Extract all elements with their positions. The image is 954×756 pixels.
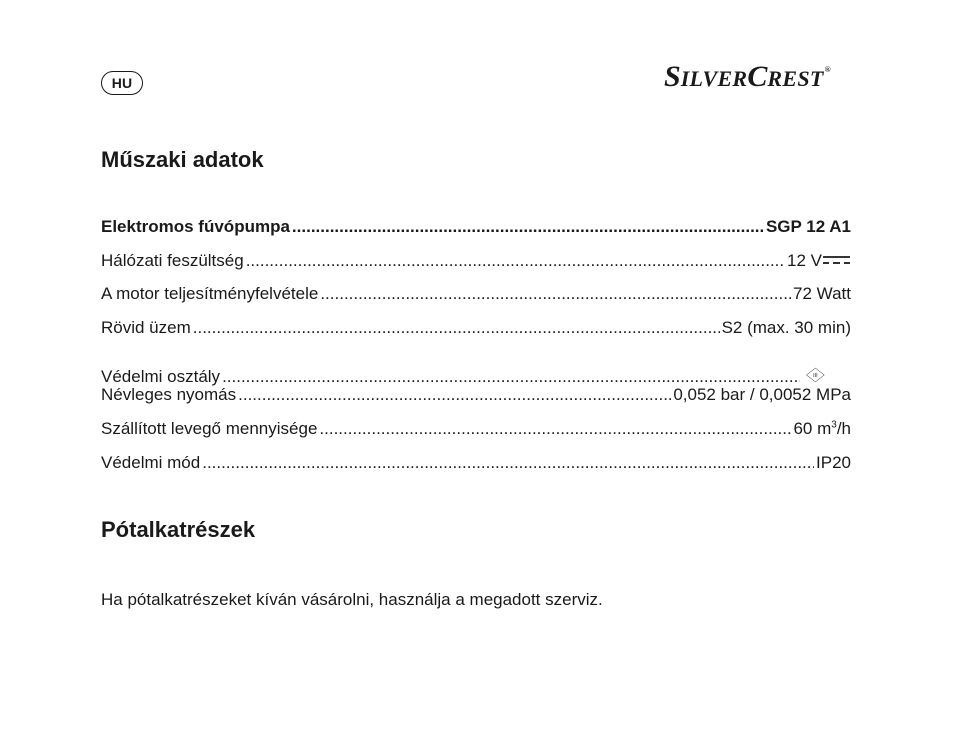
dot-leader [202, 453, 814, 473]
logo-text-rest: REST [767, 66, 824, 91]
spare-parts-text: Ha pótalkatrészeket kíván vásárolni, használja a megadott szerviz. [101, 590, 603, 609]
language-badge: HU [101, 71, 143, 95]
registered-mark: ® [824, 65, 831, 74]
silvercrest-logo [664, 62, 831, 92]
spec-row-airflow [101, 419, 851, 453]
logo-text-ilver: ILVER [680, 66, 748, 91]
spec-label: Szállított levegő mennyisége [101, 419, 318, 439]
spec-label: Védelmi osztály [101, 366, 221, 386]
spec-row-voltage [101, 251, 851, 285]
spec-row-duty [101, 318, 851, 352]
specs-heading: Műszaki adatok [101, 147, 264, 172]
airflow-exponent: 3 [831, 419, 837, 431]
spec-value: S2 (max. 30 min) [721, 318, 851, 338]
spec-row-ip-rating [101, 453, 851, 487]
dot-leader [320, 284, 791, 304]
spec-value: 0,052 bar / 0,0052 MPa [673, 385, 851, 405]
spec-row-power [101, 284, 851, 318]
spare-parts-heading: Pótalkatrészek [101, 517, 256, 542]
logo-letter-s: S [664, 60, 681, 93]
spec-label: Névleges nyomás [101, 385, 237, 405]
spec-value-wrap [787, 251, 851, 271]
spec-label: Rövid üzem [101, 318, 191, 338]
spec-value: 72 Watt [793, 284, 851, 304]
dot-leader [292, 217, 764, 237]
dot-leader [319, 419, 791, 439]
spec-label: Elektromos fúvópumpa [101, 217, 290, 236]
spec-row-protection-class [101, 352, 851, 386]
spec-value: IP20 [816, 452, 851, 472]
airflow-value: 60 m [793, 419, 832, 439]
spec-row-pressure [101, 385, 851, 419]
spec-list [101, 217, 851, 487]
dot-leader [238, 385, 671, 405]
spec-row-product [101, 217, 851, 251]
protection-class-text: III [813, 372, 818, 379]
dot-leader [193, 318, 720, 338]
spec-label: Hálózati feszültség [101, 250, 244, 270]
spec-label: Védelmi mód [101, 452, 201, 472]
protection-class-iii-icon [806, 360, 825, 390]
airflow-unit: /h [836, 419, 851, 439]
direct-current-icon [822, 255, 851, 265]
spec-value [793, 419, 851, 439]
spec-label: A motor teljesítményfelvétele [101, 284, 319, 304]
dot-leader [222, 367, 800, 387]
spec-value: SGP 12 A1 [765, 217, 851, 236]
logo-letter-c: C [747, 60, 768, 93]
dot-leader [246, 251, 785, 271]
spec-value: 12 V [787, 250, 822, 270]
